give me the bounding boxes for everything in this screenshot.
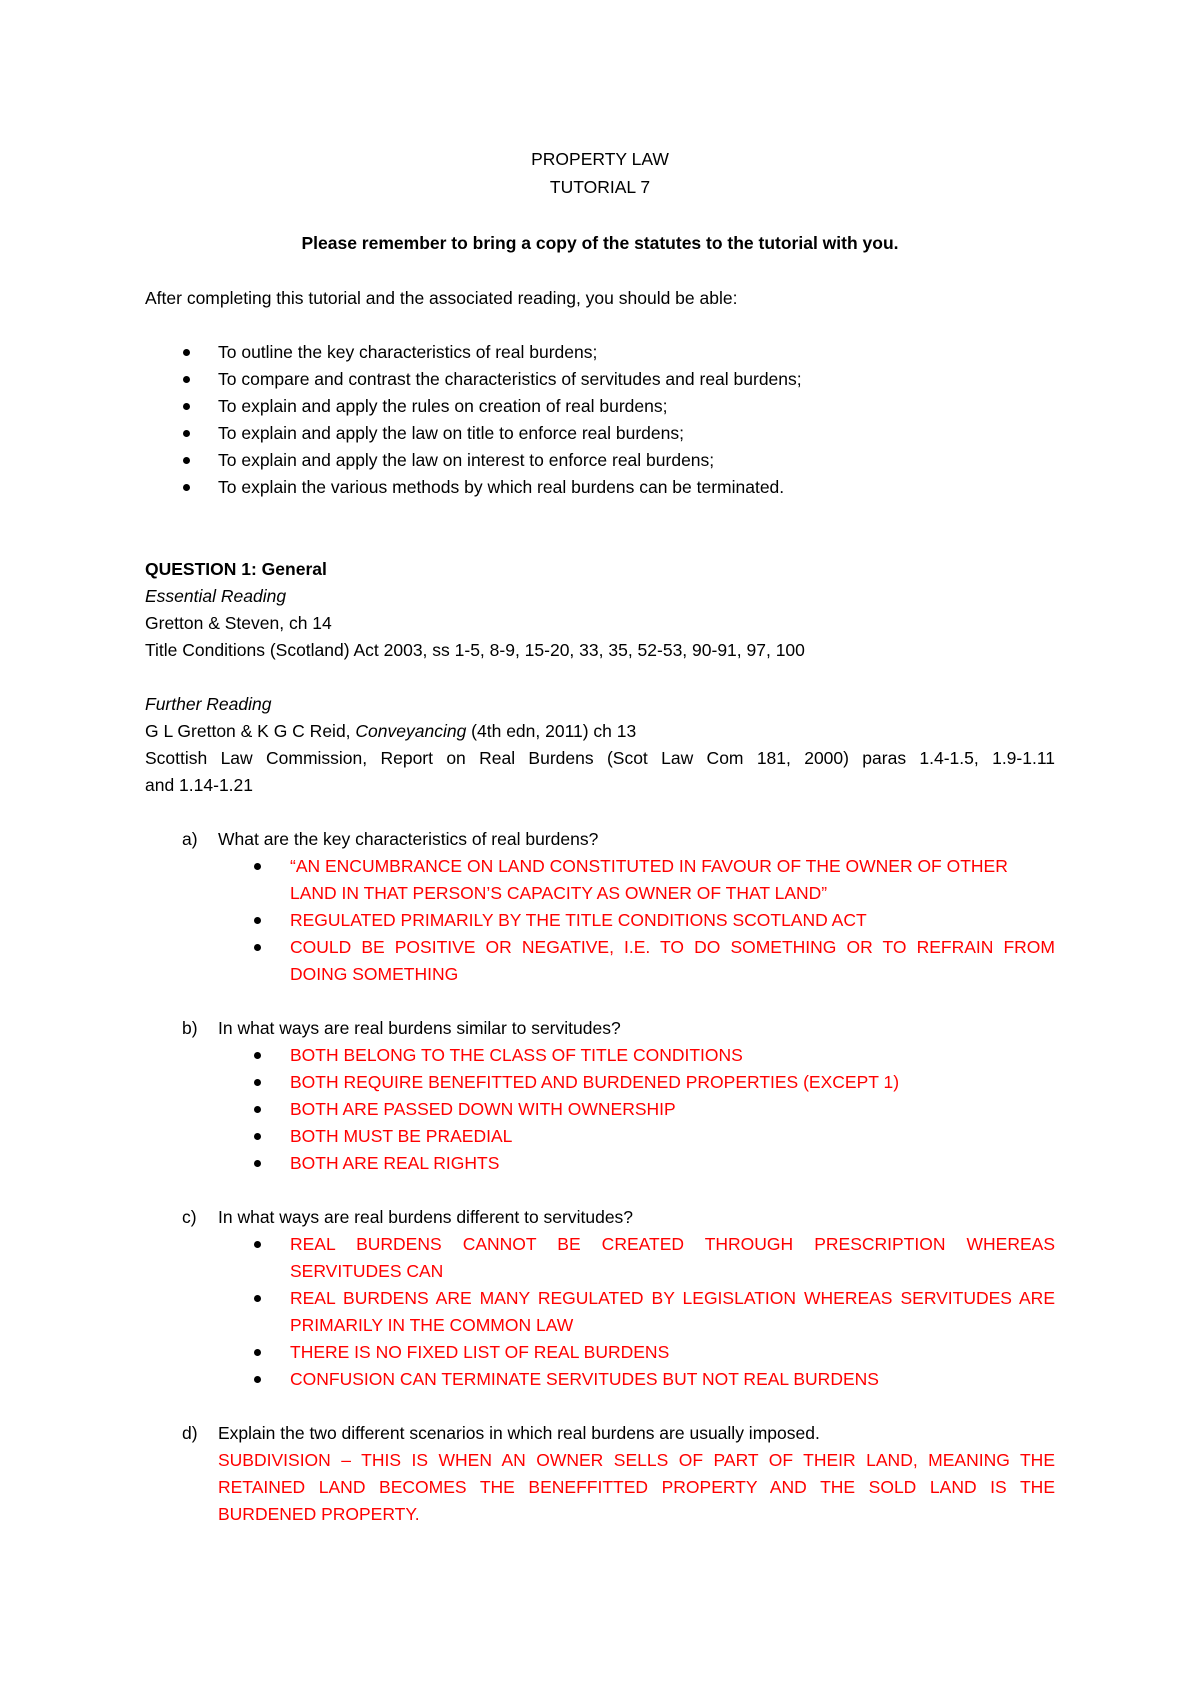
answer-text: REGULATED PRIMARILY BY THE TITLE CONDITIONS SCOTLAND ACT [290, 910, 867, 930]
objective-item: To compare and contrast the characteristics of servitudes and real burdens; [218, 369, 802, 389]
reading-item: Scottish Law Commission, Report on Real Burdens (Scot Law Com 181, 2000) paras 1.4-1.5, 1.9-1.11 [145, 748, 1055, 768]
part-letter: b) [182, 1018, 198, 1038]
bullet-icon [254, 1052, 261, 1059]
answer-text: PRIMARILY IN THE COMMON LAW [290, 1315, 574, 1335]
answer-text: CONFUSION CAN TERMINATE SERVITUDES BUT NOT REAL BURDENS [290, 1369, 879, 1389]
bullet-icon [254, 863, 261, 870]
answer-text: DOING SOMETHING [290, 964, 459, 984]
answer-text: SERVITUDES CAN [290, 1261, 444, 1281]
reminder-note: Please remember to bring a copy of the statutes to the tutorial with you. [301, 233, 899, 253]
bullet-icon [254, 1079, 261, 1086]
bullet-icon [254, 944, 261, 951]
further-reading-label: Further Reading [145, 694, 272, 714]
essential-reading-label: Essential Reading [145, 586, 287, 606]
bullet-icon [254, 1349, 261, 1356]
bullet-icon [183, 349, 190, 356]
part-question: Explain the two different scenarios in which real burdens are usually imposed. [218, 1423, 820, 1443]
answer-text: BOTH REQUIRE BENEFITTED AND BURDENED PROPERTIES (EXCEPT 1) [290, 1072, 900, 1092]
reading-item: Title Conditions (Scotland) Act 2003, ss 1-5, 8-9, 15-20, 33, 35, 52-53, 90-91, 97, 100 [145, 640, 805, 660]
part-question: In what ways are real burdens similar to servitudes? [218, 1018, 621, 1038]
answer-text: BOTH ARE PASSED DOWN WITH OWNERSHIP [290, 1099, 676, 1119]
bullet-icon [183, 457, 190, 464]
answer-text: BOTH BELONG TO THE CLASS OF TITLE CONDITIONS [290, 1045, 743, 1065]
reading-item [145, 720, 636, 742]
answer-text: REAL BURDENS CANNOT BE CREATED THROUGH PRESCRIPTION WHEREAS [290, 1234, 1055, 1254]
answer-text: BOTH ARE REAL RIGHTS [290, 1153, 500, 1173]
answer-text: BOTH MUST BE PRAEDIAL [290, 1126, 513, 1146]
part-letter: a) [182, 829, 198, 849]
answer-text: COULD BE POSITIVE OR NEGATIVE, I.E. TO DO SOMETHING OR TO REFRAIN FROM [290, 937, 1055, 957]
part-letter: d) [182, 1423, 198, 1443]
reading-edition: (4th edn, 2011) ch 13 [466, 721, 637, 741]
bullet-icon [254, 1160, 261, 1167]
reading-item: Gretton & Steven, ch 14 [145, 613, 332, 633]
part-question: In what ways are real burdens different to servitudes? [218, 1207, 634, 1227]
reading-author: G L Gretton & K G C Reid, [145, 721, 356, 741]
objective-item: To explain and apply the law on interest to enforce real burdens; [218, 450, 715, 470]
bullet-icon [183, 403, 190, 410]
answer-text: BURDENED PROPERTY. [218, 1504, 420, 1524]
objective-item: To explain and apply the law on title to enforce real burdens; [218, 423, 684, 443]
objective-item: To explain and apply the rules on creation of real burdens; [218, 396, 668, 416]
reading-book-title: Conveyancing [355, 721, 467, 741]
bullet-icon [254, 1376, 261, 1383]
objective-item: To outline the key characteristics of real burdens; [218, 342, 598, 362]
intro-text: After completing this tutorial and the associated reading, you should be able: [145, 288, 738, 308]
bullet-icon [183, 430, 190, 437]
bullet-icon [254, 917, 261, 924]
answer-text: SUBDIVISION – THIS IS WHEN AN OWNER SELLS OF PART OF THEIR LAND, MEANING THE [218, 1450, 1055, 1470]
part-question: What are the key characteristics of real burdens? [218, 829, 599, 849]
document-title: PROPERTY LAW [531, 149, 669, 169]
bullet-icon [183, 484, 190, 491]
bullet-icon [254, 1133, 261, 1140]
answer-text: THERE IS NO FIXED LIST OF REAL BURDENS [290, 1342, 670, 1362]
answer-text: REAL BURDENS ARE MANY REGULATED BY LEGISLATION WHEREAS SERVITUDES ARE [290, 1288, 1055, 1308]
answer-text: RETAINED LAND BECOMES THE BENEFFITTED PROPERTY AND THE SOLD LAND IS THE [218, 1477, 1055, 1497]
bullet-icon [254, 1106, 261, 1113]
document-subtitle: TUTORIAL 7 [549, 177, 651, 197]
bullet-icon [254, 1295, 261, 1302]
bullet-icon [183, 376, 190, 383]
question-heading: QUESTION 1: General [145, 559, 327, 579]
answer-text: “AN ENCUMBRANCE ON LAND CONSTITUTED IN FAVOUR OF THE OWNER OF OTHER [290, 856, 1008, 876]
reading-item-continued: and 1.14-1.21 [145, 775, 254, 795]
answer-text: LAND IN THAT PERSON’S CAPACITY AS OWNER OF THAT LAND” [290, 883, 828, 903]
bullet-icon [254, 1241, 261, 1248]
part-letter: c) [182, 1207, 197, 1227]
objective-item: To explain the various methods by which real burdens can be terminated. [218, 477, 785, 497]
